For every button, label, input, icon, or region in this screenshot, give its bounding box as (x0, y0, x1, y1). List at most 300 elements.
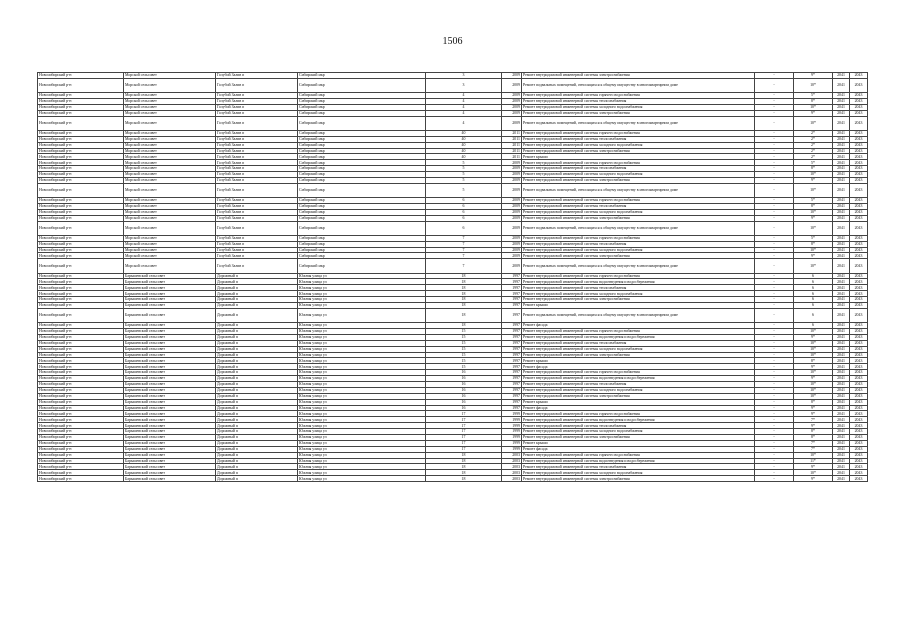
year-planned-cell: 2* (794, 130, 833, 136)
district-cell: Новосибирский р-н (38, 370, 124, 376)
period-start-cell: 2041 (833, 387, 850, 393)
period-end-cell: 2043 (850, 464, 868, 470)
work-type-cell: Ремонт крыши (522, 154, 755, 160)
period-start-cell: 2041 (833, 346, 850, 352)
year-planned-cell: 10* (794, 78, 833, 92)
work-type-cell: Ремонт крыши (522, 358, 755, 364)
year-planned-cell: 7* (794, 440, 833, 446)
work-type-cell: Ремонт подвальных помещений, относящихся к общему имуществу в многоквартирном доме (522, 308, 755, 322)
municipality-cell: Барышевский сельсовет (124, 279, 216, 285)
cost-cell: - (755, 452, 794, 458)
settlement-cell: Голубой Залив п (216, 142, 298, 148)
period-start-cell: 2041 (833, 434, 850, 440)
period-end-cell: 2043 (850, 334, 868, 340)
municipality-cell: Барышевский сельсовет (124, 334, 216, 340)
period-end-cell: 2043 (850, 387, 868, 393)
work-type-cell: Ремонт фасада (522, 364, 755, 370)
year-cell: 1997 (502, 334, 522, 340)
period-start-cell: 2041 (833, 209, 850, 215)
municipality-cell: Барышевский сельсовет (124, 476, 216, 482)
period-start-cell: 2041 (833, 130, 850, 136)
work-type-cell: Ремонт крыши (522, 399, 755, 405)
cost-cell: - (755, 235, 794, 241)
work-type-cell: Ремонт внутридомовой инженерной системы теплоснабжения (522, 241, 755, 247)
period-start-cell: 2041 (833, 142, 850, 148)
period-end-cell: 2043 (850, 370, 868, 376)
period-end-cell: 2043 (850, 328, 868, 334)
settlement-cell: Дорожный п (216, 334, 298, 340)
cost-cell: - (755, 130, 794, 136)
period-start-cell: 2041 (833, 259, 850, 273)
settlement-cell: Дорожный п (216, 417, 298, 423)
table-row (38, 116, 868, 130)
house-number-cell: 6 (426, 209, 502, 215)
year-planned-cell: 2* (794, 136, 833, 142)
district-cell: Новосибирский р-н (38, 470, 124, 476)
cost-cell: - (755, 154, 794, 160)
street-cell: Южная улица ул (298, 334, 426, 340)
work-type-cell: Ремонт внутридомовой инженерной системы холодного водоснабжения (522, 142, 755, 148)
municipality-cell: Морской сельсовет (124, 203, 216, 209)
municipality-cell: Барышевский сельсовет (124, 399, 216, 405)
table-row (38, 308, 868, 322)
year-cell: 1999 (502, 434, 522, 440)
municipality-cell: Барышевский сельсовет (124, 323, 216, 329)
cost-cell: - (755, 429, 794, 435)
district-cell: Новосибирский р-н (38, 429, 124, 435)
settlement-cell: Дорожный п (216, 458, 298, 464)
settlement-cell: Голубой Залив п (216, 203, 298, 209)
municipality-cell: Морской сельсовет (124, 116, 216, 130)
year-cell: 1997 (502, 364, 522, 370)
cost-cell: - (755, 215, 794, 221)
settlement-cell: Голубой Залив п (216, 110, 298, 116)
settlement-cell: Дорожный п (216, 340, 298, 346)
period-start-cell: 2041 (833, 358, 850, 364)
year-planned-cell: 5* (794, 198, 833, 204)
work-type-cell: Ремонт внутридомовой инженерной системы электроснабжения (522, 148, 755, 154)
house-number-cell: 15 (426, 340, 502, 346)
year-planned-cell: 6 (794, 308, 833, 322)
period-end-cell: 2043 (850, 340, 868, 346)
house-number-cell: 18 (426, 285, 502, 291)
year-planned-cell: 10* (794, 452, 833, 458)
table-row (38, 476, 868, 482)
year-planned-cell: 11* (794, 458, 833, 464)
house-number-cell: 18 (426, 452, 502, 458)
year-planned-cell: 8* (794, 203, 833, 209)
year-planned-cell: 9* (794, 364, 833, 370)
year-cell: 2009 (502, 172, 522, 178)
district-cell: Новосибирский р-н (38, 136, 124, 142)
year-cell: 1997 (502, 328, 522, 334)
street-cell: Сибирский мкр (298, 142, 426, 148)
street-cell: Сибирский мкр (298, 259, 426, 273)
house-number-cell: 17 (426, 423, 502, 429)
year-cell: 2009 (502, 78, 522, 92)
settlement-cell: Голубой Залив п (216, 172, 298, 178)
year-cell: 1997 (502, 370, 522, 376)
street-cell: Южная улица ул (298, 393, 426, 399)
repair-schedule-table (37, 72, 868, 482)
settlement-cell: Дорожный п (216, 411, 298, 417)
period-end-cell: 2043 (850, 352, 868, 358)
table-row (38, 221, 868, 235)
district-cell: Новосибирский р-н (38, 387, 124, 393)
municipality-cell: Барышевский сельсовет (124, 308, 216, 322)
street-cell: Южная улица ул (298, 340, 426, 346)
street-cell: Сибирский мкр (298, 253, 426, 259)
period-start-cell: 2041 (833, 352, 850, 358)
house-number-cell: 17 (426, 429, 502, 435)
municipality-cell: Морской сельсовет (124, 253, 216, 259)
work-type-cell: Ремонт внутридомовой инженерной системы электроснабжения (522, 73, 755, 79)
cost-cell: - (755, 177, 794, 183)
period-start-cell: 2041 (833, 470, 850, 476)
year-planned-cell: 6 (794, 285, 833, 291)
settlement-cell: Дорожный п (216, 452, 298, 458)
period-start-cell: 2041 (833, 417, 850, 423)
cost-cell: - (755, 221, 794, 235)
period-end-cell: 2043 (850, 446, 868, 452)
year-cell: 2009 (502, 166, 522, 172)
period-start-cell: 2041 (833, 166, 850, 172)
work-type-cell: Ремонт крыши (522, 302, 755, 308)
street-cell: Южная улица ул (298, 376, 426, 382)
district-cell: Новосибирский р-н (38, 172, 124, 178)
work-type-cell: Ремонт внутридомовой инженерной системы электроснабжения (522, 352, 755, 358)
year-cell: 1997 (502, 358, 522, 364)
period-start-cell: 2041 (833, 241, 850, 247)
settlement-cell: Дорожный п (216, 358, 298, 364)
settlement-cell: Голубой Залив п (216, 198, 298, 204)
district-cell: Новосибирский р-н (38, 417, 124, 423)
year-cell: 2003 (502, 470, 522, 476)
period-end-cell: 2043 (850, 130, 868, 136)
house-number-cell: 15 (426, 328, 502, 334)
house-number-cell: 7 (426, 241, 502, 247)
year-cell: 1997 (502, 302, 522, 308)
cost-cell: - (755, 417, 794, 423)
district-cell: Новосибирский р-н (38, 183, 124, 197)
district-cell: Новосибирский р-н (38, 235, 124, 241)
settlement-cell: Дорожный п (216, 446, 298, 452)
period-end-cell: 2043 (850, 470, 868, 476)
house-number-cell: 18 (426, 476, 502, 482)
period-end-cell: 2043 (850, 78, 868, 92)
district-cell: Новосибирский р-н (38, 104, 124, 110)
street-cell: Сибирский мкр (298, 172, 426, 178)
settlement-cell: Голубой Залив п (216, 215, 298, 221)
municipality-cell: Барышевский сельсовет (124, 302, 216, 308)
settlement-cell: Дорожный п (216, 273, 298, 279)
street-cell: Сибирский мкр (298, 104, 426, 110)
period-end-cell: 2043 (850, 399, 868, 405)
district-cell: Новосибирский р-н (38, 241, 124, 247)
municipality-cell: Морской сельсовет (124, 235, 216, 241)
period-start-cell: 2041 (833, 440, 850, 446)
municipality-cell: Барышевский сельсовет (124, 393, 216, 399)
work-type-cell: Ремонт внутридомовой инженерной системы холодного водоснабжения (522, 209, 755, 215)
year-cell: 1997 (502, 297, 522, 303)
year-planned-cell: 10* (794, 183, 833, 197)
period-start-cell: 2041 (833, 247, 850, 253)
street-cell: Сибирский мкр (298, 154, 426, 160)
municipality-cell: Барышевский сельсовет (124, 434, 216, 440)
period-end-cell: 2043 (850, 235, 868, 241)
cost-cell: - (755, 381, 794, 387)
cost-cell: - (755, 476, 794, 482)
settlement-cell: Голубой Залив п (216, 177, 298, 183)
work-type-cell: Ремонт внутридомовой инженерной системы холодного водоснабжения (522, 172, 755, 178)
cost-cell: - (755, 172, 794, 178)
year-planned-cell: 9* (794, 215, 833, 221)
house-number-cell: 7 (426, 235, 502, 241)
year-cell: 2009 (502, 203, 522, 209)
district-cell: Новосибирский р-н (38, 452, 124, 458)
period-start-cell: 2041 (833, 334, 850, 340)
district-cell: Новосибирский р-н (38, 142, 124, 148)
period-start-cell: 2041 (833, 198, 850, 204)
settlement-cell: Голубой Залив п (216, 78, 298, 92)
cost-cell: - (755, 241, 794, 247)
cost-cell: - (755, 203, 794, 209)
period-start-cell: 2041 (833, 399, 850, 405)
cost-cell: - (755, 423, 794, 429)
year-planned-cell: 5* (794, 160, 833, 166)
municipality-cell: Барышевский сельсовет (124, 423, 216, 429)
cost-cell: - (755, 273, 794, 279)
cost-cell: - (755, 308, 794, 322)
period-start-cell: 2041 (833, 446, 850, 452)
period-end-cell: 2043 (850, 172, 868, 178)
house-number-cell: 18 (426, 279, 502, 285)
work-type-cell: Ремонт внутридомовой инженерной системы электроснабжения (522, 253, 755, 259)
work-type-cell: Ремонт внутридомовой инженерной системы электроснабжения (522, 476, 755, 482)
year-cell: 2011 (502, 154, 522, 160)
period-end-cell: 2043 (850, 358, 868, 364)
period-start-cell: 2041 (833, 215, 850, 221)
street-cell: Южная улица ул (298, 399, 426, 405)
period-start-cell: 2041 (833, 429, 850, 435)
table-row (38, 259, 868, 273)
year-cell: 1997 (502, 273, 522, 279)
year-planned-cell: 8* (794, 98, 833, 104)
year-cell: 2003 (502, 452, 522, 458)
street-cell: Сибирский мкр (298, 148, 426, 154)
district-cell: Новосибирский р-н (38, 364, 124, 370)
street-cell: Сибирский мкр (298, 209, 426, 215)
house-number-cell: 15 (426, 334, 502, 340)
period-end-cell: 2043 (850, 279, 868, 285)
work-type-cell: Ремонт внутридомовой инженерной системы холодного водоснабжения (522, 387, 755, 393)
district-cell: Новосибирский р-н (38, 458, 124, 464)
municipality-cell: Морской сельсовет (124, 110, 216, 116)
period-end-cell: 2043 (850, 429, 868, 435)
house-number-cell: 7 (426, 253, 502, 259)
year-cell: 2009 (502, 104, 522, 110)
period-end-cell: 2043 (850, 476, 868, 482)
cost-cell: - (755, 209, 794, 215)
district-cell: Новосибирский р-н (38, 154, 124, 160)
settlement-cell: Голубой Залив п (216, 136, 298, 142)
cost-cell: - (755, 346, 794, 352)
work-type-cell: Ремонт внутридомовой инженерной системы горячего водоснабжения (522, 328, 755, 334)
cost-cell: - (755, 142, 794, 148)
period-start-cell: 2041 (833, 411, 850, 417)
street-cell: Сибирский мкр (298, 166, 426, 172)
house-number-cell: 4 (426, 93, 502, 99)
year-cell: 2009 (502, 241, 522, 247)
municipality-cell: Морской сельсовет (124, 73, 216, 79)
municipality-cell: Барышевский сельсовет (124, 411, 216, 417)
work-type-cell: Ремонт внутридомовой инженерной системы горячего водоснабжения (522, 160, 755, 166)
period-start-cell: 2041 (833, 136, 850, 142)
house-number-cell: 17 (426, 411, 502, 417)
year-planned-cell: 10* (794, 116, 833, 130)
year-planned-cell: 10* (794, 221, 833, 235)
work-type-cell: Ремонт внутридомовой инженерной системы горячего водоснабжения (522, 93, 755, 99)
municipality-cell: Морской сельсовет (124, 172, 216, 178)
district-cell: Новосибирский р-н (38, 198, 124, 204)
municipality-cell: Барышевский сельсовет (124, 346, 216, 352)
house-number-cell: 4 (426, 98, 502, 104)
district-cell: Новосибирский р-н (38, 346, 124, 352)
house-number-cell: 40 (426, 154, 502, 160)
settlement-cell: Дорожный п (216, 393, 298, 399)
settlement-cell: Дорожный п (216, 470, 298, 476)
house-number-cell: 3 (426, 73, 502, 79)
district-cell: Новосибирский р-н (38, 285, 124, 291)
district-cell: Новосибирский р-н (38, 423, 124, 429)
year-cell: 2009 (502, 177, 522, 183)
municipality-cell: Морской сельсовет (124, 247, 216, 253)
house-number-cell: 16 (426, 393, 502, 399)
year-cell: 1997 (502, 285, 522, 291)
house-number-cell: 18 (426, 302, 502, 308)
period-start-cell: 2041 (833, 340, 850, 346)
period-start-cell: 2041 (833, 458, 850, 464)
municipality-cell: Морской сельсовет (124, 166, 216, 172)
year-cell: 1999 (502, 423, 522, 429)
year-cell: 2009 (502, 209, 522, 215)
district-cell: Новосибирский р-н (38, 358, 124, 364)
period-start-cell: 2041 (833, 203, 850, 209)
house-number-cell: 5 (426, 177, 502, 183)
municipality-cell: Барышевский сельсовет (124, 405, 216, 411)
district-cell: Новосибирский р-н (38, 381, 124, 387)
municipality-cell: Барышевский сельсовет (124, 364, 216, 370)
street-cell: Южная улица ул (298, 302, 426, 308)
work-type-cell: Ремонт внутридомовой инженерной системы теплоснабжения (522, 166, 755, 172)
settlement-cell: Голубой Залив п (216, 259, 298, 273)
period-end-cell: 2043 (850, 253, 868, 259)
municipality-cell: Барышевский сельсовет (124, 370, 216, 376)
street-cell: Южная улица ул (298, 446, 426, 452)
year-cell: 2011 (502, 136, 522, 142)
house-number-cell: 18 (426, 291, 502, 297)
street-cell: Сибирский мкр (298, 78, 426, 92)
street-cell: Сибирский мкр (298, 241, 426, 247)
street-cell: Южная улица ул (298, 364, 426, 370)
work-type-cell: Ремонт внутридомовой инженерной системы холодного водоснабжения (522, 470, 755, 476)
cost-cell: - (755, 136, 794, 142)
year-planned-cell: 10* (794, 209, 833, 215)
period-end-cell: 2043 (850, 104, 868, 110)
district-cell: Новосибирский р-н (38, 209, 124, 215)
settlement-cell: Дорожный п (216, 434, 298, 440)
settlement-cell: Голубой Залив п (216, 221, 298, 235)
municipality-cell: Барышевский сельсовет (124, 328, 216, 334)
district-cell: Новосибирский р-н (38, 73, 124, 79)
year-planned-cell: 7* (794, 446, 833, 452)
period-end-cell: 2043 (850, 440, 868, 446)
cost-cell: - (755, 399, 794, 405)
district-cell: Новосибирский р-н (38, 279, 124, 285)
settlement-cell: Голубой Залив п (216, 93, 298, 99)
district-cell: Новосибирский р-н (38, 110, 124, 116)
district-cell: Новосибирский р-н (38, 247, 124, 253)
street-cell: Южная улица ул (298, 470, 426, 476)
settlement-cell: Дорожный п (216, 376, 298, 382)
work-type-cell: Ремонт внутридомовой инженерной системы холодного водоснабжения (522, 291, 755, 297)
year-planned-cell: 10* (794, 352, 833, 358)
street-cell: Южная улица ул (298, 381, 426, 387)
period-end-cell: 2043 (850, 458, 868, 464)
period-end-cell: 2043 (850, 148, 868, 154)
house-number-cell: 16 (426, 405, 502, 411)
year-planned-cell: 10* (794, 104, 833, 110)
house-number-cell: 18 (426, 308, 502, 322)
street-cell: Сибирский мкр (298, 198, 426, 204)
settlement-cell: Дорожный п (216, 302, 298, 308)
period-end-cell: 2043 (850, 116, 868, 130)
period-start-cell: 2041 (833, 235, 850, 241)
table-row (38, 183, 868, 197)
district-cell: Новосибирский р-н (38, 297, 124, 303)
year-planned-cell: 2* (794, 148, 833, 154)
house-number-cell: 18 (426, 323, 502, 329)
cost-cell: - (755, 358, 794, 364)
street-cell: Южная улица ул (298, 440, 426, 446)
settlement-cell: Голубой Залив п (216, 154, 298, 160)
year-cell: 1999 (502, 440, 522, 446)
year-cell: 1997 (502, 346, 522, 352)
house-number-cell: 18 (426, 464, 502, 470)
municipality-cell: Морской сельсовет (124, 136, 216, 142)
district-cell: Новосибирский р-н (38, 411, 124, 417)
year-planned-cell: 5* (794, 235, 833, 241)
year-planned-cell: 8* (794, 399, 833, 405)
house-number-cell: 40 (426, 130, 502, 136)
work-type-cell: Ремонт внутридомовой инженерной системы электроснабжения (522, 110, 755, 116)
work-type-cell: Ремонт внутридомовой инженерной системы горячего водоснабжения (522, 452, 755, 458)
street-cell: Южная улица ул (298, 291, 426, 297)
house-number-cell: 4 (426, 104, 502, 110)
year-cell: 2009 (502, 253, 522, 259)
cost-cell: - (755, 116, 794, 130)
work-type-cell: Ремонт внутридомовой инженерной системы электроснабжения (522, 297, 755, 303)
settlement-cell: Дорожный п (216, 387, 298, 393)
settlement-cell: Дорожный п (216, 440, 298, 446)
house-number-cell: 18 (426, 470, 502, 476)
cost-cell: - (755, 253, 794, 259)
district-cell: Новосибирский р-н (38, 203, 124, 209)
period-start-cell: 2041 (833, 177, 850, 183)
district-cell: Новосибирский р-н (38, 273, 124, 279)
house-number-cell: 16 (426, 399, 502, 405)
year-cell: 2011 (502, 148, 522, 154)
